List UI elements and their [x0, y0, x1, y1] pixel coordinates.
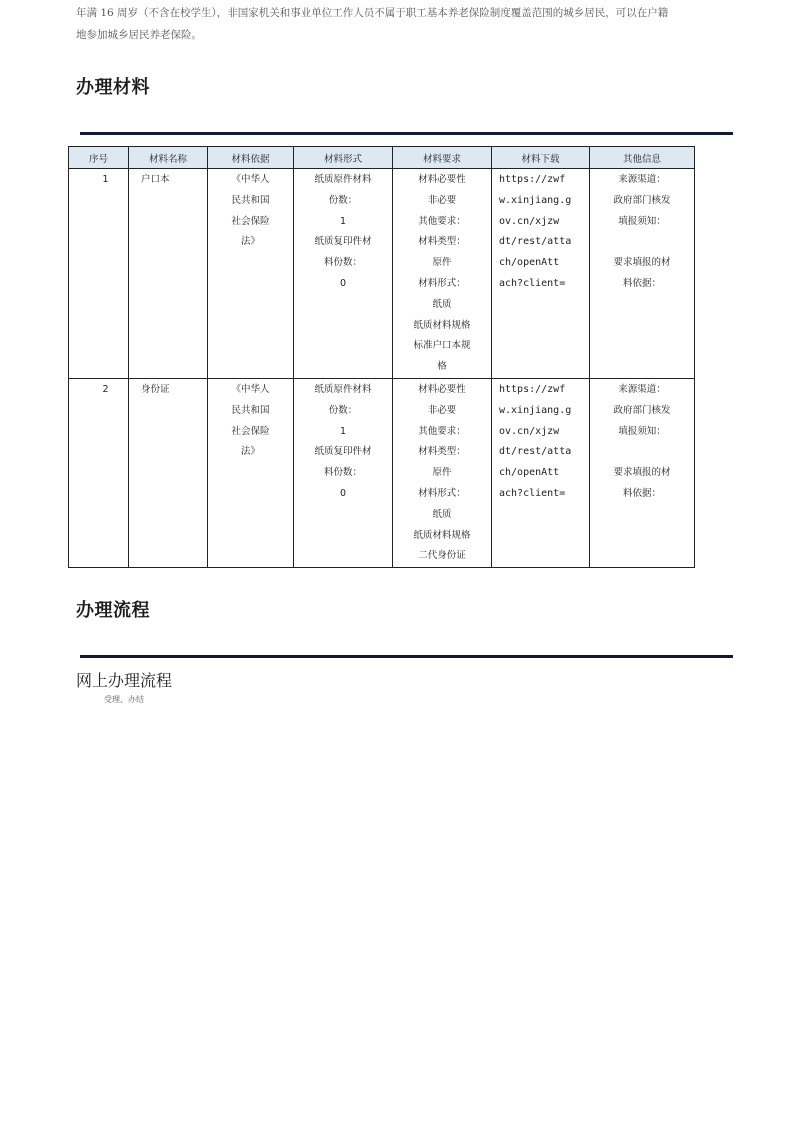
cell-requirement-line: 格 — [437, 361, 447, 373]
cell-basis-line: 民共和国 — [231, 404, 270, 416]
cell-download-line[interactable]: ch/openAtt — [499, 467, 560, 479]
cell-requirement-line: 其他要求： — [418, 215, 466, 227]
cell-requirement-line: 原件 — [432, 467, 452, 479]
online-process-heading: 网上办理流程 — [76, 671, 173, 690]
cell-basis-line: 法》 — [240, 446, 260, 458]
table-row — [69, 169, 695, 379]
materials-section-title: 办理材料 — [76, 77, 150, 98]
cell-basis-line: 《中华人 — [231, 174, 270, 185]
cell-requirement-line: 材料形式： — [418, 487, 466, 499]
cell-requirement-line: 材料类型： — [418, 446, 466, 458]
cell-requirement — [393, 378, 492, 567]
header-no: 序号 — [69, 147, 129, 169]
header-name: 材料名称 — [129, 147, 208, 169]
cell-download-line[interactable]: ov.cn/xjzw — [499, 215, 560, 227]
table-header-row — [69, 147, 695, 169]
cell-no — [69, 169, 129, 379]
cell-other — [590, 378, 695, 567]
cell-form-line: 纸质原件材料 — [314, 383, 372, 395]
cell-download — [492, 378, 590, 567]
cell-download-line[interactable]: ach?client= — [499, 277, 566, 289]
cell-form — [294, 169, 393, 379]
cell-other-line: 要求填报的材 — [613, 467, 671, 479]
cell-form-line: 料份数： — [323, 257, 362, 269]
cell-requirement-line: 纸质材料规格 — [413, 529, 471, 541]
cell-no-line: 2 — [102, 383, 109, 395]
process-divider — [80, 655, 733, 658]
table-row — [69, 378, 695, 567]
cell-form-line: 纸质复印件材 — [314, 236, 372, 248]
cell-requirement-line: 纸质 — [432, 298, 452, 310]
cell-requirement-line: 材料必要性 — [418, 174, 466, 185]
cell-form-line: 0 — [339, 277, 347, 289]
cell-no-line: 1 — [102, 174, 109, 185]
cell-basis-line: 法》 — [240, 236, 260, 248]
cell-basis — [208, 169, 294, 379]
intro-paragraph — [76, 2, 726, 46]
cell-download — [492, 169, 590, 379]
cell-other-line: 要求填报的材 — [613, 257, 671, 269]
cell-requirement-line: 二代身份证 — [418, 550, 466, 562]
cell-form-line: 1 — [339, 215, 347, 227]
cell-basis-line: 社会保险 — [231, 425, 270, 437]
cell-basis — [208, 378, 294, 567]
cell-form — [294, 378, 393, 567]
cell-no — [69, 378, 129, 567]
process-section-title: 办理流程 — [76, 600, 150, 621]
cell-requirement-line: 纸质材料规格 — [413, 319, 471, 331]
cell-other-line: 料依据： — [622, 277, 661, 289]
cell-requirement-line: 原件 — [432, 257, 452, 269]
materials-divider — [80, 132, 733, 135]
cell-download-line[interactable]: https://zwf — [499, 383, 566, 395]
cell-name — [129, 378, 208, 567]
header-basis: 材料依据 — [208, 147, 294, 169]
materials-table — [68, 146, 695, 568]
cell-other-line: 填报须知： — [618, 215, 666, 227]
intro-line-1: 年满 16 周岁（不含在校学生），非国家机关和事业单位工作人员不属于职工基本养老保险制度覆盖范围的城乡居民，可以在户籍 — [76, 7, 669, 19]
cell-requirement-line: 标准户口本规 — [413, 340, 471, 352]
cell-basis-line: 民共和国 — [231, 194, 270, 206]
cell-form-line: 份数： — [328, 194, 358, 206]
cell-other-line: 政府部门核发 — [613, 404, 671, 416]
cell-download-line[interactable]: dt/rest/atta — [499, 446, 572, 458]
cell-other-line: 政府部门核发 — [613, 194, 671, 206]
cell-other-line — [590, 232, 694, 253]
cell-requirement-line: 其他要求： — [418, 425, 466, 437]
cell-requirement-line: 材料形式： — [418, 277, 466, 289]
cell-download-line[interactable]: ch/openAtt — [499, 257, 560, 269]
header-download: 材料下载 — [492, 147, 590, 169]
cell-form-line: 1 — [339, 425, 347, 437]
cell-download-line[interactable]: w.xinjiang.g — [499, 194, 572, 206]
cell-download-line[interactable]: ach?client= — [499, 487, 566, 499]
cell-form-line: 纸质复印件材 — [314, 446, 372, 458]
header-other: 其他信息 — [590, 147, 695, 169]
cell-requirement-line: 非必要 — [427, 194, 457, 206]
online-process-note: 受理、办结 — [104, 695, 144, 704]
cell-basis-line: 社会保险 — [231, 215, 270, 227]
cell-requirement-line: 材料类型： — [418, 236, 466, 248]
header-form: 材料形式 — [294, 147, 393, 169]
cell-requirement — [393, 169, 492, 379]
cell-form-line: 料份数： — [323, 467, 362, 479]
intro-line-2: 地参加城乡居民养老保险。 — [76, 29, 202, 41]
cell-other — [590, 169, 695, 379]
header-requirement: 材料要求 — [393, 147, 492, 169]
cell-form-line: 份数： — [328, 404, 358, 416]
cell-form-line: 0 — [339, 487, 347, 499]
cell-requirement-line: 材料必要性 — [418, 383, 466, 395]
cell-requirement-line: 纸质 — [432, 508, 452, 520]
cell-download-line[interactable]: dt/rest/atta — [499, 236, 572, 248]
cell-other-line: 来源渠道： — [618, 174, 666, 185]
cell-basis-line: 《中华人 — [231, 383, 270, 395]
cell-other-line: 料依据： — [622, 487, 661, 499]
cell-name — [129, 169, 208, 379]
cell-other-line: 填报须知： — [618, 425, 666, 437]
cell-form-line: 纸质原件材料 — [314, 174, 372, 185]
cell-download-line[interactable]: ov.cn/xjzw — [499, 425, 560, 437]
cell-name-line: 户口本 — [141, 174, 170, 185]
cell-other-line — [590, 442, 694, 463]
cell-download-line[interactable]: https://zwf — [499, 174, 566, 185]
cell-other-line: 来源渠道： — [618, 383, 666, 395]
cell-name-line: 身份证 — [141, 383, 170, 395]
cell-download-line[interactable]: w.xinjiang.g — [499, 404, 572, 416]
cell-requirement-line: 非必要 — [427, 404, 457, 416]
